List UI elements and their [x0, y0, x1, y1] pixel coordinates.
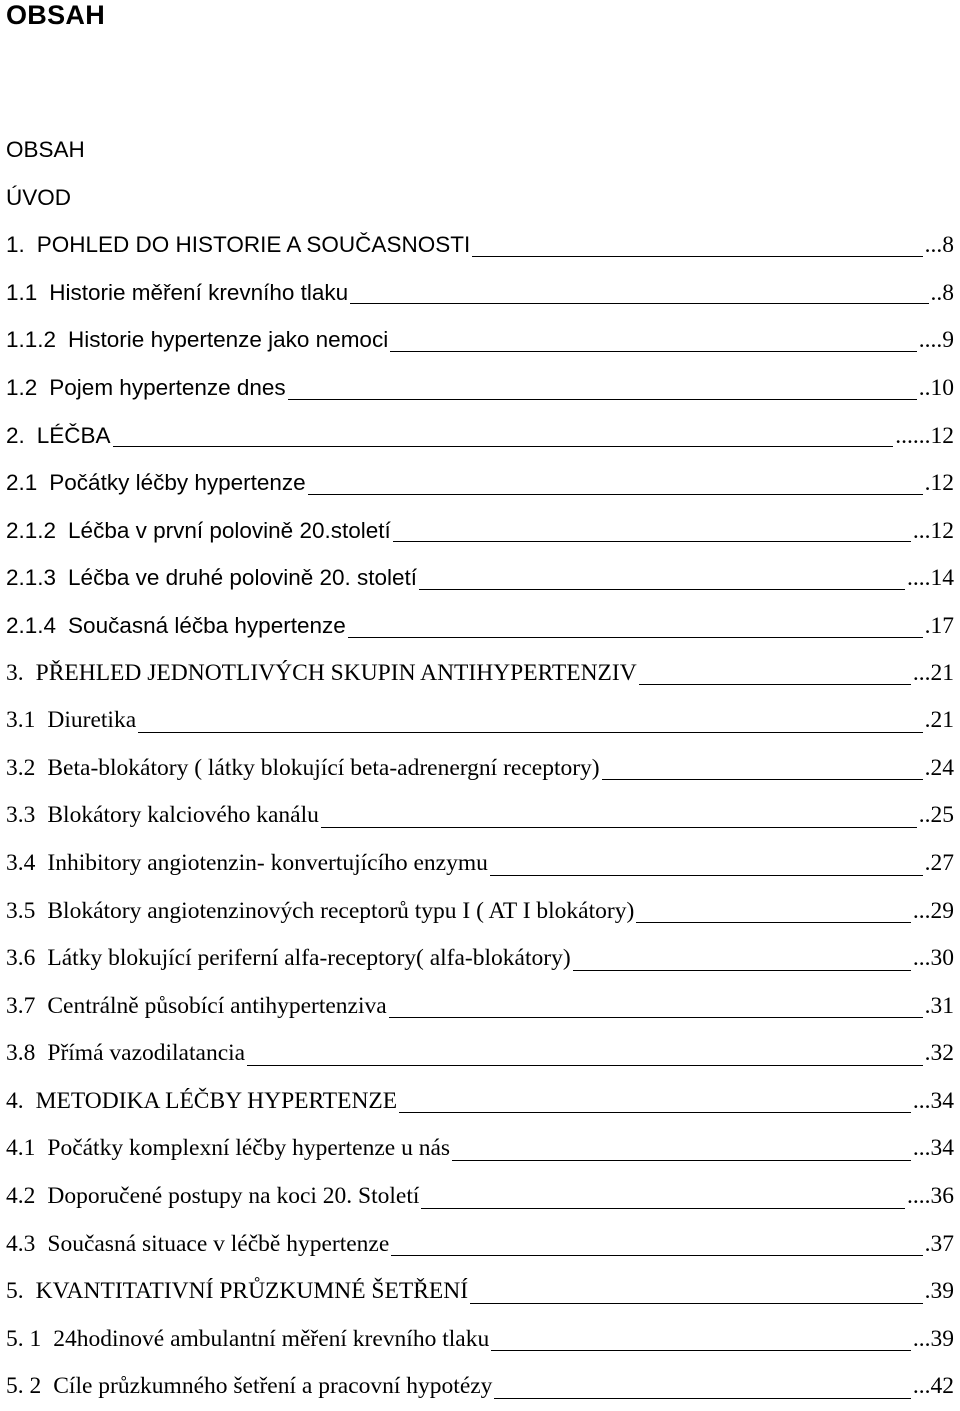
toc-entry-title: METODIKA LÉČBY HYPERTENZE — [35, 1087, 398, 1114]
toc-leader-line — [494, 1363, 910, 1411]
toc-entry[interactable] — [6, 1316, 954, 1364]
toc-entry-title: PŘEHLED JEDNOTLIVÝCH SKUPIN ANTIHYPERTENZIV — [35, 659, 637, 686]
toc-entry-number: 4.2 — [6, 1183, 36, 1210]
toc-entry-number: 1.1 — [6, 279, 38, 305]
toc-entry[interactable] — [6, 888, 954, 936]
toc-entry-number: 4.1 — [6, 1135, 36, 1162]
toc-leader-line — [350, 269, 928, 317]
toc-page-number: 34 — [930, 1135, 954, 1162]
toc-entry-title: POHLED DO HISTORIE A SOUČASNOSTI — [36, 232, 471, 258]
toc-leader-line — [573, 935, 911, 983]
toc-page-number: 39 — [930, 1325, 954, 1352]
toc-entry[interactable] — [6, 697, 954, 745]
toc-leader-dots: . — [924, 754, 931, 781]
toc-leader-dots: ... — [912, 945, 931, 972]
toc-entry-title: Centrálně působící antihypertenziva — [47, 992, 387, 1019]
toc-leader-line — [452, 1125, 911, 1173]
toc-entry[interactable] — [6, 1363, 954, 1411]
toc-entry-title: Beta-blokátory ( látky blokující beta-adrenergní receptory) — [47, 754, 600, 781]
toc-leader-dots: ... — [912, 659, 931, 686]
toc-leader-line — [288, 364, 917, 412]
toc-entry-number: 2.1.2 — [6, 517, 57, 543]
toc-leader-dots: ... — [912, 1087, 931, 1114]
toc-entry[interactable] — [6, 1221, 954, 1269]
toc-leader-line — [490, 840, 923, 888]
toc-leader-dots: . — [924, 1040, 931, 1067]
toc-entry[interactable] — [6, 174, 954, 222]
toc-page-number: 27 — [930, 849, 954, 876]
toc-entry-number: 2.1.4 — [6, 612, 57, 638]
toc-entry-number: 2.1.3 — [6, 565, 57, 591]
toc-leader-line — [113, 412, 894, 460]
toc-entry-number: 3.3 — [6, 802, 36, 829]
toc-entry[interactable] — [6, 650, 954, 698]
toc-entry-title: Počátky komplexní léčby hypertenze u nás — [47, 1135, 451, 1162]
toc-leader-line — [321, 792, 917, 840]
toc-entry[interactable] — [6, 459, 954, 507]
toc-entry[interactable] — [6, 745, 954, 793]
toc-entry-title: KVANTITATIVNÍ PRŮZKUMNÉ ŠETŘENÍ — [35, 1278, 469, 1305]
toc-entry-title: Počátky léčby hypertenze — [49, 470, 306, 496]
toc-entry-number: 3.4 — [6, 849, 36, 876]
toc-page-number: 29 — [930, 897, 954, 924]
toc-leader-dots: . — [924, 612, 931, 639]
toc-entry-number: 1. — [6, 232, 25, 258]
table-of-contents — [6, 126, 954, 1411]
toc-leader-line — [390, 316, 917, 364]
toc-entry-title: Pojem hypertenze dnes — [49, 374, 286, 400]
toc-leader-dots: .. — [918, 374, 931, 401]
toc-page-number: 34 — [930, 1087, 954, 1114]
toc-entry-number: 5. — [6, 1278, 24, 1305]
toc-entry[interactable] — [6, 364, 954, 412]
toc-entry[interactable] — [6, 840, 954, 888]
toc-entry-number: 3.5 — [6, 897, 36, 924]
toc-page-number: 25 — [930, 802, 954, 829]
toc-leader-line — [470, 1268, 923, 1316]
toc-leader-line — [389, 983, 923, 1031]
toc-entry[interactable] — [6, 507, 954, 555]
toc-entry-number: 4. — [6, 1087, 24, 1114]
toc-leader-line — [472, 221, 922, 269]
toc-page-number: 39 — [930, 1278, 954, 1305]
toc-page-number: 42 — [930, 1373, 954, 1400]
toc-leader-dots: . — [924, 992, 931, 1019]
toc-entry-title: Diuretika — [47, 707, 137, 734]
toc-leader-dots: ... — [912, 897, 931, 924]
toc-leader-line — [308, 459, 923, 507]
toc-leader-dots: ... — [912, 1373, 931, 1400]
toc-entry[interactable] — [6, 792, 954, 840]
toc-leader-line — [393, 507, 911, 555]
toc-entry-title: Současná léčba hypertenze — [68, 612, 346, 638]
toc-leader-dots: .. — [918, 802, 931, 829]
toc-entry[interactable] — [6, 554, 954, 602]
toc-page-number: 30 — [930, 945, 954, 972]
toc-leader-line — [138, 697, 923, 745]
toc-entry-number: 3.8 — [6, 1040, 36, 1067]
toc-entry[interactable] — [6, 1030, 954, 1078]
toc-leader-dots: ... — [912, 1325, 931, 1352]
toc-leader-line — [639, 650, 911, 698]
toc-page-number: 36 — [930, 1183, 954, 1210]
toc-leader-line — [247, 1030, 923, 1078]
toc-page-number: 12 — [930, 517, 954, 544]
toc-entry-title: 24hodinové ambulantní měření krevního tlaku — [53, 1325, 490, 1352]
toc-entry-title: Historie hypertenze jako nemoci — [68, 327, 389, 353]
toc-entry-title: Blokátory kalciového kanálu — [47, 802, 319, 829]
toc-leader-line — [348, 602, 923, 650]
toc-page-number: 14 — [930, 565, 954, 592]
toc-entry-number: 3.2 — [6, 754, 36, 781]
toc-page-number: 31 — [930, 992, 954, 1019]
toc-entry-title: Přímá vazodilatancia — [47, 1040, 246, 1067]
toc-entry-title: Současná situace v léčbě hypertenze — [47, 1230, 390, 1257]
toc-entry[interactable] — [6, 126, 954, 174]
toc-entry-number: 3.1 — [6, 707, 36, 734]
toc-leader-dots: .. — [930, 279, 943, 306]
toc-leader-dots: .... — [907, 565, 931, 592]
toc-entry-title: Historie měření krevního tlaku — [49, 279, 349, 305]
toc-leader-dots: . — [924, 707, 931, 734]
toc-entry-number: 1.1.2 — [6, 327, 57, 353]
toc-entry-title: Cíle průzkumného šetření a pracovní hypotézy — [53, 1373, 493, 1400]
toc-entry-title: Léčba v první polovině 20.století — [68, 517, 391, 543]
toc-entry[interactable] — [6, 316, 954, 364]
toc-page-number: 37 — [930, 1230, 954, 1257]
toc-leader-line — [399, 1078, 911, 1126]
toc-entry-number: 3. — [6, 659, 24, 686]
toc-entry-title: Látky blokující periferní alfa-receptory( alfa-blokátory) — [47, 945, 571, 972]
toc-leader-line — [421, 1173, 905, 1221]
toc-entry-number: 5. 1 — [6, 1325, 42, 1352]
toc-entry-number: 2. — [6, 422, 25, 448]
toc-leader-dots: . — [924, 1230, 931, 1257]
toc-entry-number: 3.7 — [6, 992, 36, 1019]
toc-page-number: 8 — [942, 279, 954, 306]
toc-page-number: 21 — [930, 707, 954, 734]
toc-entry-number: 2.1 — [6, 470, 38, 496]
toc-entry[interactable] — [6, 602, 954, 650]
toc-page-number: 12 — [930, 422, 954, 449]
page-title: OBSAH — [6, 0, 106, 30]
toc-entry[interactable] — [6, 935, 954, 983]
toc-entry[interactable] — [6, 1173, 954, 1221]
toc-entry-title: ÚVOD — [6, 184, 72, 210]
toc-page-number: 10 — [930, 374, 954, 401]
toc-entry-number: 4.3 — [6, 1230, 36, 1257]
toc-leader-line — [491, 1316, 911, 1364]
toc-entry-title: Blokátory angiotenzinových receptorů typu I ( AT I blokátory) — [47, 897, 635, 924]
toc-entry[interactable] — [6, 983, 954, 1031]
toc-page-number: 8 — [942, 232, 954, 259]
toc-entry[interactable] — [6, 269, 954, 317]
toc-entry[interactable] — [6, 1078, 954, 1126]
toc-leader-dots: . — [924, 470, 931, 497]
toc-page-number: 17 — [930, 612, 954, 639]
toc-leader-dots: ... — [912, 517, 931, 544]
toc-entry-title: LÉČBA — [36, 422, 111, 448]
toc-entry-title: OBSAH — [6, 137, 85, 162]
toc-entry-number: 5. 2 — [6, 1373, 42, 1400]
toc-entry[interactable] — [6, 221, 954, 269]
toc-leader-dots: .... — [907, 1183, 931, 1210]
toc-entry[interactable] — [6, 1268, 954, 1316]
toc-page-number: 9 — [942, 327, 954, 354]
toc-leader-line — [602, 745, 923, 793]
toc-leader-dots: ... — [924, 232, 943, 259]
toc-leader-dots: ...... — [895, 422, 931, 449]
toc-entry-title: Inhibitory angiotenzin- konvertujícího enzymu — [47, 849, 488, 876]
toc-page-number: 12 — [930, 470, 954, 497]
toc-page-number: 24 — [930, 754, 954, 781]
toc-leader-line — [636, 888, 911, 936]
toc-leader-line — [419, 554, 905, 602]
toc-entry-number: 1.2 — [6, 374, 38, 400]
toc-entry[interactable] — [6, 412, 954, 460]
toc-page-number: 32 — [930, 1040, 954, 1067]
toc-entry[interactable] — [6, 1125, 954, 1173]
toc-leader-dots: . — [924, 849, 931, 876]
toc-entry-title: Léčba ve druhé polovině 20. století — [68, 565, 418, 591]
toc-leader-dots: . — [924, 1278, 931, 1305]
toc-leader-line — [391, 1221, 922, 1269]
toc-page-number: 21 — [930, 659, 954, 686]
toc-leader-dots: ... — [912, 1135, 931, 1162]
toc-leader-dots: .... — [918, 327, 943, 354]
toc-entry-title: Doporučené postupy na koci 20. Století — [47, 1183, 420, 1210]
toc-entry-number: 3.6 — [6, 945, 36, 972]
